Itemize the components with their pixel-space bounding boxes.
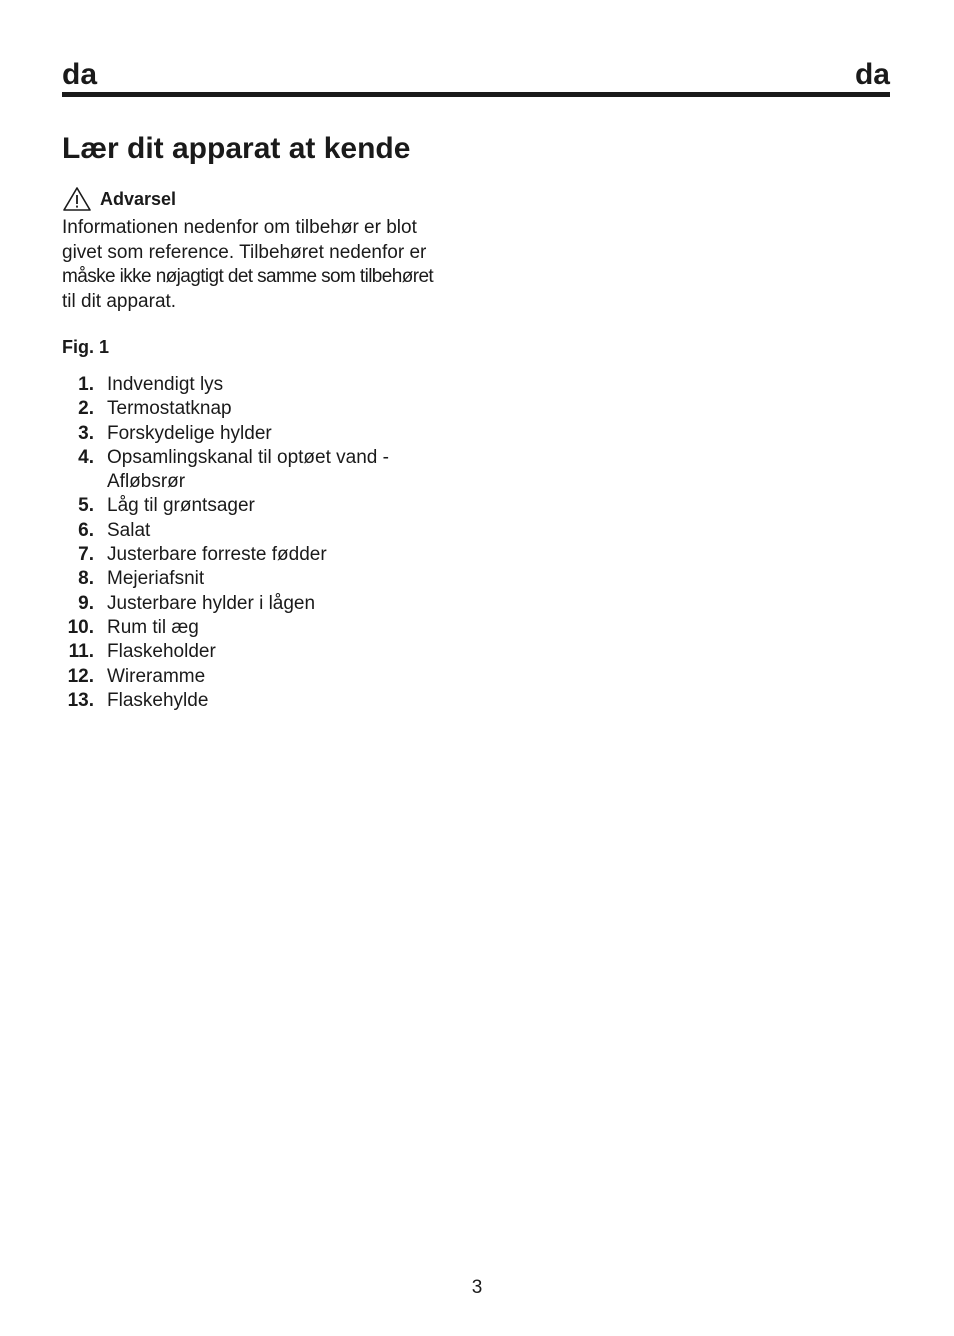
page-number: 3 [471, 1277, 483, 1298]
item-number: 7. [78, 544, 94, 566]
item-label-line: Opsamlingskanal til optøet vand - [107, 446, 389, 468]
list-item [62, 592, 462, 616]
item-number: 8. [78, 568, 94, 590]
list-item [62, 665, 462, 689]
list-item [62, 373, 462, 397]
list-item [62, 422, 462, 446]
language-code-left: da [62, 58, 98, 91]
header-rule [62, 92, 890, 97]
item-label: Justerbare hylder i lågen [107, 592, 316, 614]
item-number: 12. [67, 665, 94, 687]
item-label: Salat [107, 519, 151, 541]
warning-line: til dit apparat. [62, 290, 177, 312]
item-number: 11. [68, 641, 94, 663]
page-title: Lær dit apparat at kende [62, 132, 411, 165]
item-label: Indvendigt lys [107, 374, 224, 395]
item-label: Låg til grøntsager [107, 495, 255, 517]
list-item [62, 567, 462, 591]
item-number: 3. [78, 422, 94, 444]
parts-list [62, 373, 462, 713]
language-code-right: da [854, 58, 890, 91]
item-label: Flaskeholder [107, 641, 216, 663]
item-label: Termostatknap [107, 398, 232, 420]
list-item [62, 689, 462, 713]
warning-line: givet som reference. Tilbehøret nedenfor er [62, 241, 427, 263]
warning-text [62, 216, 472, 314]
list-item [62, 494, 462, 518]
list-item [62, 446, 462, 495]
item-number: 2. [78, 398, 94, 420]
item-number: 4. [78, 446, 94, 468]
warning-box [62, 184, 472, 314]
warning-title: Advarsel [100, 188, 177, 209]
list-item [62, 519, 462, 543]
figure-label: Fig. 1 [62, 337, 110, 357]
item-number: 5. [78, 495, 94, 517]
item-label: Mejeriafsnit [107, 568, 205, 590]
item-label: Forskydelige hylder [107, 422, 272, 444]
item-label [107, 446, 389, 495]
item-number: 1. [78, 374, 94, 395]
list-item [62, 397, 462, 421]
item-label: Justerbare forreste fødder [107, 544, 327, 566]
item-label: Flaskehylde [107, 689, 209, 711]
warning-line: Informationen nedenfor om tilbehør er blot [62, 217, 417, 238]
list-item [62, 543, 462, 567]
item-number: 13. [67, 689, 94, 711]
warning-triangle-icon [62, 186, 92, 212]
item-label: Rum til æg [107, 616, 199, 638]
item-number: 9. [78, 592, 94, 614]
item-number: 6. [78, 519, 94, 541]
list-item [62, 640, 462, 664]
list-item [62, 616, 462, 640]
item-number: 10. [67, 616, 94, 638]
warning-line: måske ikke nøjagtigt det samme som tilbehøret [62, 266, 434, 287]
item-label-line: Afløbsrør [107, 471, 186, 493]
page-header [62, 58, 890, 98]
warning-heading [62, 184, 472, 214]
item-label: Wireramme [107, 665, 206, 687]
